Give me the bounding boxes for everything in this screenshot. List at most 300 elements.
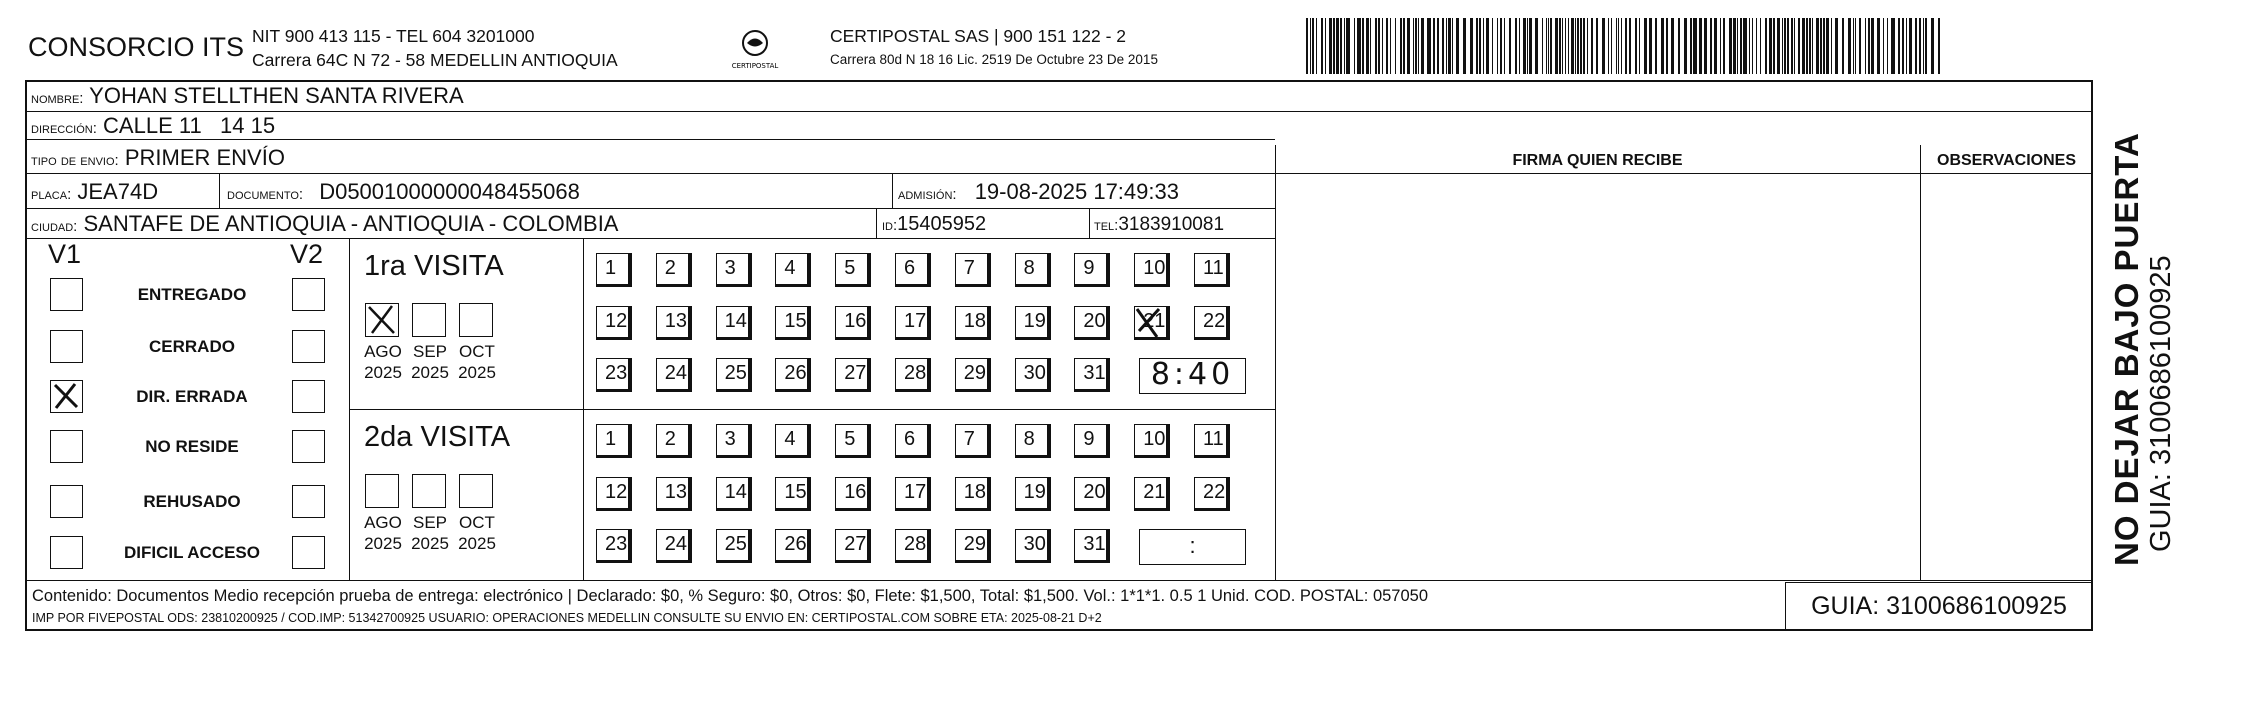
day-box[interactable]	[596, 529, 632, 563]
day-number: 11	[1203, 257, 1224, 279]
barcode-bar	[1720, 18, 1721, 74]
company-info	[252, 24, 618, 72]
day-box[interactable]	[596, 424, 632, 458]
barcode-bar	[1386, 18, 1388, 74]
day-number: 13	[664, 309, 688, 332]
day-box[interactable]	[1015, 306, 1051, 340]
day-box[interactable]	[835, 306, 871, 340]
shipment-type: PRIMER ENVÍO	[124, 145, 285, 170]
barcode-bar	[1316, 18, 1317, 74]
day-box[interactable]	[1074, 529, 1110, 563]
barcode-bar	[1877, 18, 1880, 74]
v2-checkbox[interactable]	[292, 536, 325, 569]
visit-time-box[interactable]: 8:40	[1139, 358, 1246, 394]
barcode-bar	[1868, 18, 1870, 74]
v1-checkbox[interactable]	[50, 380, 83, 413]
barcode-bar	[1427, 18, 1431, 74]
day-box[interactable]	[955, 253, 991, 287]
day-box[interactable]	[1134, 306, 1170, 340]
barcode-bar	[1678, 18, 1680, 74]
day-number: 12	[605, 309, 628, 332]
day-box[interactable]	[775, 358, 811, 392]
barcode-bar	[1777, 18, 1780, 74]
tipo-envio-label: tipo de envio:	[31, 152, 119, 169]
v1-checkbox[interactable]	[50, 536, 83, 569]
day-box[interactable]	[895, 358, 931, 392]
id-row	[882, 213, 986, 236]
day-number: 10	[1143, 257, 1166, 279]
barcode-bar	[1580, 18, 1582, 74]
day-number: 29	[963, 362, 987, 384]
barcode-bar	[1871, 18, 1874, 74]
month-checkbox[interactable]	[459, 303, 493, 337]
barcode-bar	[1463, 18, 1466, 74]
barcode-bar	[1710, 18, 1712, 74]
barcode-bar	[1644, 18, 1647, 74]
day-number: 31	[1083, 533, 1106, 555]
barcode-bar	[1756, 18, 1757, 74]
day-check-mark-icon	[1135, 307, 1167, 346]
barcode-bar	[1752, 18, 1753, 74]
visit-title: 2da VISITA	[364, 421, 511, 453]
day-number: 23	[605, 533, 628, 555]
barcode-bar	[1938, 18, 1940, 74]
day-box[interactable]	[835, 529, 871, 563]
day-box[interactable]	[1015, 424, 1051, 458]
barcode-bar	[1492, 18, 1493, 74]
barcode-bar	[1366, 18, 1369, 74]
barcode-bar	[1737, 18, 1738, 74]
barcode-bar	[1743, 18, 1747, 74]
v2-checkbox[interactable]	[292, 485, 325, 518]
barcode-bar	[1760, 18, 1761, 74]
barcode-bar	[1479, 18, 1481, 74]
barcode-bar	[1883, 18, 1884, 74]
barcode-bar	[1390, 18, 1391, 74]
barcode-bar	[1823, 18, 1825, 74]
barcode-bar	[1690, 18, 1692, 74]
barcode-bar	[1577, 18, 1579, 74]
day-number: 20	[1083, 309, 1106, 332]
barcode-bar	[1915, 18, 1917, 74]
barcode-bar	[1773, 18, 1775, 74]
day-box[interactable]	[1194, 424, 1230, 458]
barcode-bar	[1555, 18, 1558, 74]
barcode-bar	[1548, 18, 1549, 74]
status-label: NO RESIDE	[145, 437, 239, 456]
direccion-label: dirección:	[31, 120, 97, 137]
barcode-bar	[1509, 18, 1511, 74]
month-checkbox[interactable]	[459, 474, 493, 508]
day-number: 19	[1023, 480, 1046, 503]
day-number: 25	[724, 533, 747, 555]
barcode-bar	[1902, 18, 1904, 74]
month-year: 2025	[411, 534, 449, 553]
day-number: 25	[724, 362, 747, 384]
barcode-bar	[1923, 18, 1924, 74]
barcode-bar	[1729, 18, 1732, 74]
day-number: 5	[844, 257, 856, 279]
barcode-bar	[1583, 18, 1585, 74]
v2-checkbox[interactable]	[292, 330, 325, 363]
day-box[interactable]	[1194, 253, 1230, 287]
barcode-bar	[1535, 18, 1538, 74]
shipment-type-row	[31, 145, 285, 171]
barcode-bar	[1456, 18, 1459, 74]
day-box[interactable]	[1074, 424, 1110, 458]
barcode-bar	[1765, 18, 1767, 74]
day-number: 4	[784, 257, 796, 279]
v1-checkbox[interactable]	[50, 330, 83, 363]
barcode-bar	[1382, 18, 1383, 74]
barcode-bar	[1931, 18, 1934, 74]
barcode-bar	[1887, 18, 1888, 74]
day-box[interactable]	[1015, 358, 1051, 392]
day-box[interactable]	[955, 424, 991, 458]
month-checkbox[interactable]	[365, 474, 399, 508]
barcode-bar	[1333, 18, 1335, 74]
ciudad-label: ciudad:	[31, 218, 78, 235]
barcode-bar	[1906, 18, 1907, 74]
observaciones-label: OBSERVACIONES	[1937, 152, 2076, 169]
barcode-bar	[1497, 18, 1498, 74]
barcode-bar	[1635, 18, 1637, 74]
barcode-bar	[1848, 18, 1851, 74]
barcode-bar	[1919, 18, 1921, 74]
day-box[interactable]	[895, 477, 931, 511]
barcode-bar	[1649, 18, 1652, 74]
day-number: 1	[605, 257, 617, 279]
barcode-bar	[1784, 18, 1786, 74]
day-number: 26	[784, 362, 807, 384]
day-box[interactable]	[1074, 358, 1110, 392]
month-year: 2025	[364, 534, 402, 553]
day-box[interactable]	[895, 529, 931, 563]
day-box[interactable]	[895, 424, 931, 458]
day-box[interactable]	[955, 358, 991, 392]
barcode-bar	[1442, 18, 1444, 74]
barcode-bar	[1842, 18, 1844, 74]
barcode-bar	[1798, 18, 1800, 74]
barcode-bar	[1714, 18, 1717, 74]
v2-checkbox[interactable]	[292, 430, 325, 463]
day-box[interactable]	[596, 477, 632, 511]
month-year: 2025	[458, 534, 496, 553]
day-number: 30	[1023, 533, 1046, 555]
day-number: 8	[1023, 257, 1035, 279]
barcode-bar	[1370, 18, 1371, 74]
month-year: 2025	[458, 363, 496, 382]
v2-checkbox[interactable]	[292, 380, 325, 413]
barcode-bar	[1791, 18, 1793, 74]
side-guia: GUIA: 3100686100925	[2145, 255, 2177, 552]
barcode-bar	[1306, 18, 1308, 74]
day-number: 13	[664, 480, 688, 503]
courier-license: Carrera 80d N 18 16 Lic. 2519 De Octubre 23 De 2015	[830, 52, 1158, 67]
barcode-bar	[1403, 18, 1405, 74]
barcode-bar	[1500, 18, 1502, 74]
barcode-bar	[1448, 18, 1451, 74]
barcode-bar	[1504, 18, 1505, 74]
month-name: AGO	[364, 342, 402, 361]
day-number: 1	[605, 428, 617, 450]
day-number: 15	[784, 309, 807, 332]
tel-label: tel:	[1094, 217, 1119, 234]
v1-checkbox[interactable]	[50, 485, 83, 518]
day-number: 10	[1143, 428, 1166, 450]
day-box[interactable]	[656, 358, 692, 392]
day-number: 17	[904, 480, 927, 503]
barcode-bar	[1415, 18, 1417, 74]
day-box[interactable]	[716, 358, 752, 392]
placa-label: placa:	[31, 186, 72, 203]
company-address: Carrera 64C N 72 - 58 MEDELLIN ANTIOQUIA	[252, 50, 618, 70]
day-box[interactable]	[1015, 529, 1051, 563]
barcode-bar	[1820, 18, 1822, 74]
day-number: 11	[1203, 428, 1224, 450]
day-box[interactable]	[775, 477, 811, 511]
day-number: 14	[724, 309, 747, 332]
day-box[interactable]	[716, 424, 752, 458]
day-number: 9	[1083, 428, 1095, 450]
barcode-bar	[1568, 18, 1569, 74]
day-number: 7	[963, 257, 975, 279]
barcode-bar	[1684, 18, 1687, 74]
month-checkbox[interactable]	[365, 303, 399, 337]
barcode-bar	[1336, 18, 1339, 74]
barcode-bar	[1853, 18, 1854, 74]
barcode-bar	[1591, 18, 1593, 74]
barcode-bar	[1891, 18, 1895, 74]
tel-value: 3183910081	[1118, 214, 1225, 235]
recipient-name: YOHAN STELLTHEN SANTA RIVERA	[89, 83, 464, 108]
side-panel	[2108, 132, 2176, 566]
status-label: CERRADO	[149, 337, 235, 356]
visit-time-box[interactable]: :	[1139, 529, 1246, 565]
month-name: OCT	[459, 513, 495, 532]
placa-value: JEA74D	[77, 179, 159, 204]
nombre-label: nombre:	[31, 90, 84, 107]
day-box[interactable]	[656, 477, 692, 511]
barcode-bar	[1476, 18, 1478, 74]
day-number: 18	[963, 480, 987, 503]
day-box[interactable]	[775, 424, 811, 458]
id-label: id:	[882, 217, 898, 234]
ciudad-row	[31, 211, 618, 237]
barcode-bar	[1769, 18, 1772, 74]
day-box[interactable]	[596, 358, 632, 392]
day-number: 26	[784, 533, 807, 555]
day-box[interactable]	[716, 529, 752, 563]
day-box[interactable]	[1015, 253, 1051, 287]
barcode-bar	[1562, 18, 1563, 74]
admision-value: 19-08-2025 17:49:33	[974, 179, 1179, 204]
day-box[interactable]	[1134, 253, 1170, 287]
firma-label: FIRMA QUIEN RECIBE	[1512, 152, 1683, 169]
barcode-bar	[1310, 18, 1311, 74]
day-box[interactable]	[656, 424, 692, 458]
admision-row	[898, 179, 1179, 205]
barcode-bar	[1835, 18, 1838, 74]
v1-checkbox[interactable]	[50, 278, 83, 311]
barcode-bar	[1519, 18, 1520, 74]
barcode-bar	[1571, 18, 1574, 74]
status-label: REHUSADO	[143, 492, 241, 511]
barcode-bar	[1407, 18, 1410, 74]
day-box[interactable]	[835, 424, 871, 458]
barcode-bar	[1671, 18, 1674, 74]
barcode-bar	[1596, 18, 1598, 74]
documento-label: documento:	[227, 186, 304, 203]
barcode-bar	[1515, 18, 1517, 74]
barcode-bar	[1699, 18, 1702, 74]
day-number: 24	[664, 362, 688, 384]
day-box[interactable]	[716, 253, 752, 287]
barcode-bar	[1523, 18, 1526, 74]
day-box[interactable]	[835, 477, 871, 511]
barcode-bar	[1740, 18, 1742, 74]
day-box[interactable]	[596, 253, 632, 287]
barcode-bar	[1618, 18, 1619, 74]
barcode-bar	[1575, 18, 1576, 74]
day-number: 28	[904, 362, 927, 384]
barcode-bar	[1542, 18, 1543, 74]
day-number: 16	[844, 309, 867, 332]
day-box[interactable]	[596, 306, 632, 340]
day-number: 7	[963, 428, 975, 450]
barcode-bar	[1782, 18, 1783, 74]
month-name: AGO	[364, 513, 402, 532]
day-number: 23	[605, 362, 628, 384]
day-number: 21	[1143, 480, 1166, 503]
barcode-bar	[1812, 18, 1813, 74]
day-number: 15	[784, 480, 807, 503]
day-box[interactable]	[895, 306, 931, 340]
day-box[interactable]	[1194, 306, 1230, 340]
month-name: OCT	[459, 342, 495, 361]
courier-info	[830, 24, 1158, 72]
visit-title: 1ra VISITA	[364, 250, 504, 282]
barcode-bar	[1661, 18, 1664, 74]
barcode-bar	[1344, 18, 1345, 74]
barcode-bar	[1437, 18, 1439, 74]
recipient-name-row	[31, 83, 464, 109]
barcode-bar	[1421, 18, 1424, 74]
barcode-bar	[1704, 18, 1707, 74]
barcode-bar	[1446, 18, 1447, 74]
day-box[interactable]	[835, 358, 871, 392]
documento-value: D05001000000048455068	[319, 179, 580, 204]
barcode-bar	[1898, 18, 1900, 74]
barcode-bar	[1550, 18, 1552, 74]
barcode-bar	[1413, 18, 1414, 74]
day-box[interactable]	[656, 306, 692, 340]
barcode-bar	[1639, 18, 1640, 74]
barcode-bar	[1452, 18, 1453, 74]
day-number: 27	[844, 533, 867, 555]
day-box[interactable]	[1134, 477, 1170, 511]
day-box[interactable]	[1134, 424, 1170, 458]
day-number: 22	[1203, 309, 1226, 332]
day-number: 30	[1023, 362, 1046, 384]
barcode	[1306, 18, 1944, 74]
tel-row	[1094, 214, 1224, 236]
day-number: 2	[664, 257, 676, 279]
v1-checkbox[interactable]	[50, 430, 83, 463]
day-number: 20	[1083, 480, 1106, 503]
day-box[interactable]	[1074, 477, 1110, 511]
day-box[interactable]	[955, 529, 991, 563]
day-number: 8	[1023, 428, 1035, 450]
barcode-bar	[1529, 18, 1532, 74]
day-number: 31	[1083, 362, 1106, 384]
day-box[interactable]	[1194, 477, 1230, 511]
day-box[interactable]	[656, 529, 692, 563]
footer-imp: IMP POR FIVEPOSTAL ODS: 23810200925 / COD.IMP: 51342700925 USUARIO: OPERACIONES MEDELLIN CONSULTE SU ENVIO EN: CERTIPOSTAL.COM SOBRE ETA: 2025-08-21 D+2	[32, 611, 1102, 625]
day-number: 28	[904, 533, 927, 555]
courier-name: CERTIPOSTAL SAS | 900 151 122 - 2	[830, 26, 1127, 46]
barcode-bar	[1546, 18, 1547, 74]
barcode-bar	[1616, 18, 1617, 74]
barcode-bar	[1826, 18, 1829, 74]
barcode-bar	[1787, 18, 1789, 74]
id-value: 15405952	[897, 213, 987, 235]
day-box[interactable]	[1074, 253, 1110, 287]
v2-checkbox[interactable]	[292, 278, 325, 311]
address-row	[31, 113, 275, 139]
month-year: 2025	[411, 363, 449, 382]
placa-row	[31, 179, 158, 205]
day-box[interactable]	[716, 306, 752, 340]
status-label: ENTREGADO	[137, 285, 247, 304]
day-number: 14	[724, 480, 747, 503]
barcode-bar	[1602, 18, 1605, 74]
barcode-bar	[1794, 18, 1795, 74]
barcode-bar	[1433, 18, 1435, 74]
barcode-bar	[1831, 18, 1832, 74]
day-box[interactable]	[955, 477, 991, 511]
barcode-bar	[1608, 18, 1609, 74]
status-label: DIR. ERRADA	[136, 387, 248, 406]
barcode-bar	[1483, 18, 1484, 74]
day-box[interactable]	[1074, 306, 1110, 340]
barcode-bar	[1693, 18, 1697, 74]
barcode-bar	[1375, 18, 1377, 74]
day-box[interactable]	[1015, 477, 1051, 511]
day-box[interactable]	[716, 477, 752, 511]
month-checkbox[interactable]	[412, 303, 446, 337]
day-box[interactable]	[835, 253, 871, 287]
day-box[interactable]	[775, 529, 811, 563]
day-box[interactable]	[775, 253, 811, 287]
day-box[interactable]	[656, 253, 692, 287]
day-number: 17	[904, 309, 927, 332]
day-box[interactable]	[895, 253, 931, 287]
month-label	[447, 512, 507, 554]
footer-contenido: Contenido: Documentos Medio recepción prueba de entrega: electrónico | Declarado: $0, % Seguro: $0, Otros: $0, Flete: $1,500, Total: $1,500. Vol.: 1*1*1. 0.5 1 Unid. COD. POSTAL: 057050	[32, 587, 1429, 605]
month-label	[447, 341, 507, 383]
ciudad-value: SANTAFE DE ANTIOQUIA - ANTIOQUIA - COLOMBIA	[83, 211, 619, 236]
barcode-bar	[1802, 18, 1805, 74]
month-checkbox[interactable]	[412, 474, 446, 508]
barcode-bar	[1340, 18, 1342, 74]
barcode-bar	[1400, 18, 1402, 74]
barcode-bar	[1346, 18, 1350, 74]
day-box[interactable]	[955, 306, 991, 340]
barcode-bar	[1354, 18, 1355, 74]
v2-label: V2	[290, 239, 324, 269]
day-box[interactable]	[775, 306, 811, 340]
